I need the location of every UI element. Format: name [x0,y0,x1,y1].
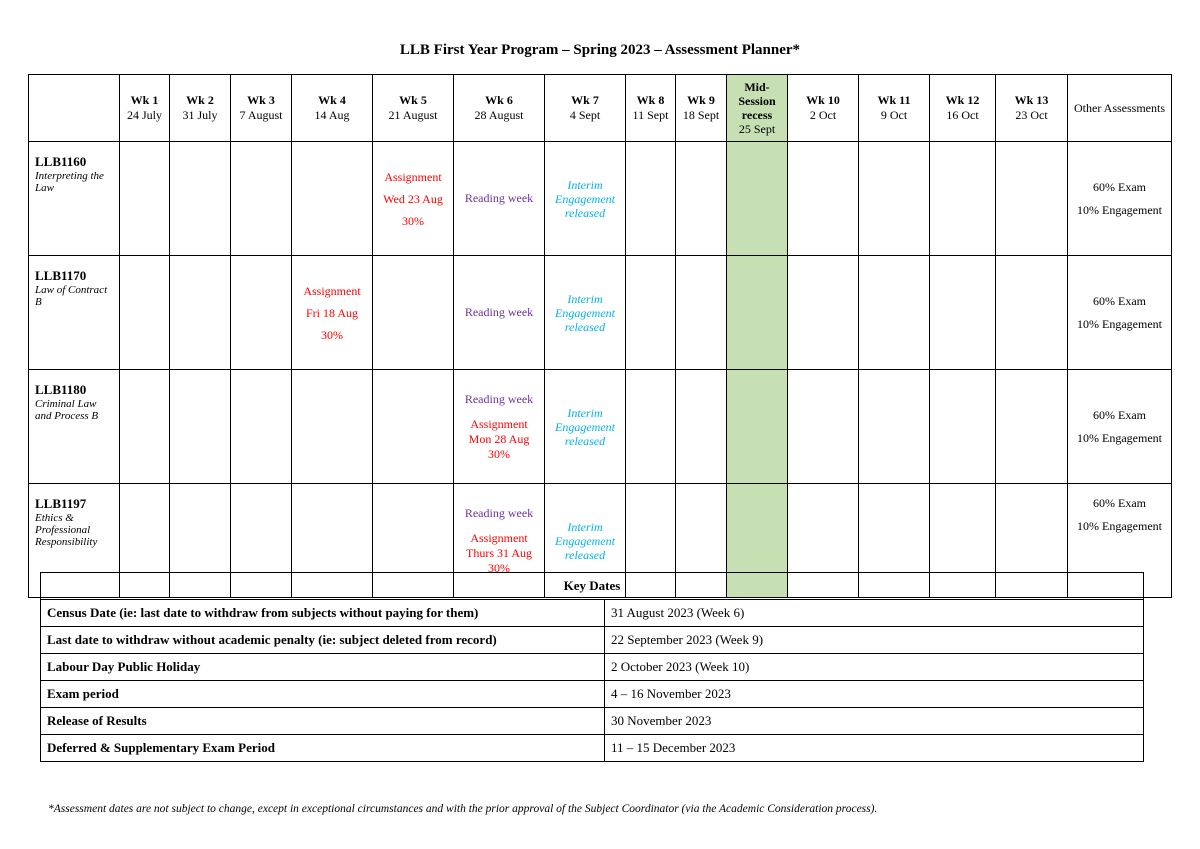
assignment-cell: Assignment Fri 18 Aug 30% [292,256,373,370]
week-header: Wk 4 14 Aug [292,75,373,142]
interim-cell: Interim Engagement released [545,142,626,256]
key-date-value: 22 September 2023 (Week 9) [605,627,1144,654]
week-header: Wk 3 7 August [231,75,292,142]
subject-row [29,142,1172,256]
key-date-row [41,681,1144,708]
key-date-row [41,600,1144,627]
assignment-cell: Assignment Wed 23 Aug 30% [373,142,454,256]
reading-week-cell: Reading week [454,142,545,256]
week-header: Wk 8 11 Sept [626,75,676,142]
corner-cell [29,75,120,142]
key-date-label: Release of Results [41,708,605,735]
key-date-label: Deferred & Supplementary Exam Period [41,735,605,762]
key-dates-table [40,572,1144,762]
week-header: Wk 9 18 Sept [676,75,727,142]
key-date-value: 11 – 15 December 2023 [605,735,1144,762]
subject-cell: LLB1197 Ethics & Professional Responsibility [29,484,120,598]
other-assessments-cell: 60% Exam 10% Engagement [1068,370,1172,484]
key-date-row [41,735,1144,762]
recess-cell [727,142,788,256]
recess-cell [727,256,788,370]
key-date-row [41,654,1144,681]
reading-assignment-cell: Reading week Assignment Thurs 31 Aug 30% [454,484,545,598]
interim-cell: Interim Engagement released [545,484,626,598]
week-header: Wk 11 9 Oct [859,75,930,142]
key-date-label: Last date to withdraw without academic penalty (ie: subject deleted from record) [41,627,605,654]
other-assessments-cell: 60% Exam 10% Engagement [1068,142,1172,256]
week-header: Wk 12 16 Oct [930,75,996,142]
reading-week-cell: Reading week [454,256,545,370]
subject-row [29,256,1172,370]
week-header: Wk 10 2 Oct [788,75,859,142]
other-assessments-cell: 60% Exam 10% Engagement [1068,484,1172,598]
key-date-value: 30 November 2023 [605,708,1144,735]
week-header: Wk 5 21 August [373,75,454,142]
key-date-label: Census Date (ie: last date to withdraw from subjects without paying for them) [41,600,605,627]
week-header: Wk 13 23 Oct [996,75,1068,142]
key-date-row [41,708,1144,735]
week-header: Wk 7 4 Sept [545,75,626,142]
reading-assignment-cell: Reading week Assignment Mon 28 Aug 30% [454,370,545,484]
week-header-row [29,75,1172,142]
interim-cell: Interim Engagement released [545,256,626,370]
key-date-label: Labour Day Public Holiday [41,654,605,681]
interim-cell: Interim Engagement released [545,370,626,484]
week-header: Wk 1 24 July [120,75,170,142]
key-date-value: 4 – 16 November 2023 [605,681,1144,708]
other-assessments-cell: 60% Exam 10% Engagement [1068,256,1172,370]
subject-cell: LLB1160 Interpreting the Law [29,142,120,256]
key-date-value: 31 August 2023 (Week 6) [605,600,1144,627]
recess-header: Mid-Session recess 25 Sept [727,75,788,142]
key-date-label: Exam period [41,681,605,708]
week-header: Wk 6 28 August [454,75,545,142]
assessment-planner-table [28,74,1172,598]
subject-row [29,370,1172,484]
key-dates-heading: Key Dates [41,573,1144,600]
other-assessments-header: Other Assessments [1068,75,1172,142]
footnote: *Assessment dates are not subject to change, except in exceptional circumstances and with the prior approval of the Subject Coordinator (via the Academic Consideration process). [48,803,878,815]
key-date-row [41,627,1144,654]
week-header: Wk 2 31 July [170,75,231,142]
page-title: LLB First Year Program – Spring 2023 – Assessment Planner* [399,42,801,58]
recess-cell [727,370,788,484]
subject-cell: LLB1180 Criminal Law and Process B [29,370,120,484]
subject-cell: LLB1170 Law of Contract B [29,256,120,370]
key-date-value: 2 October 2023 (Week 10) [605,654,1144,681]
key-dates-header-row [41,573,1144,600]
